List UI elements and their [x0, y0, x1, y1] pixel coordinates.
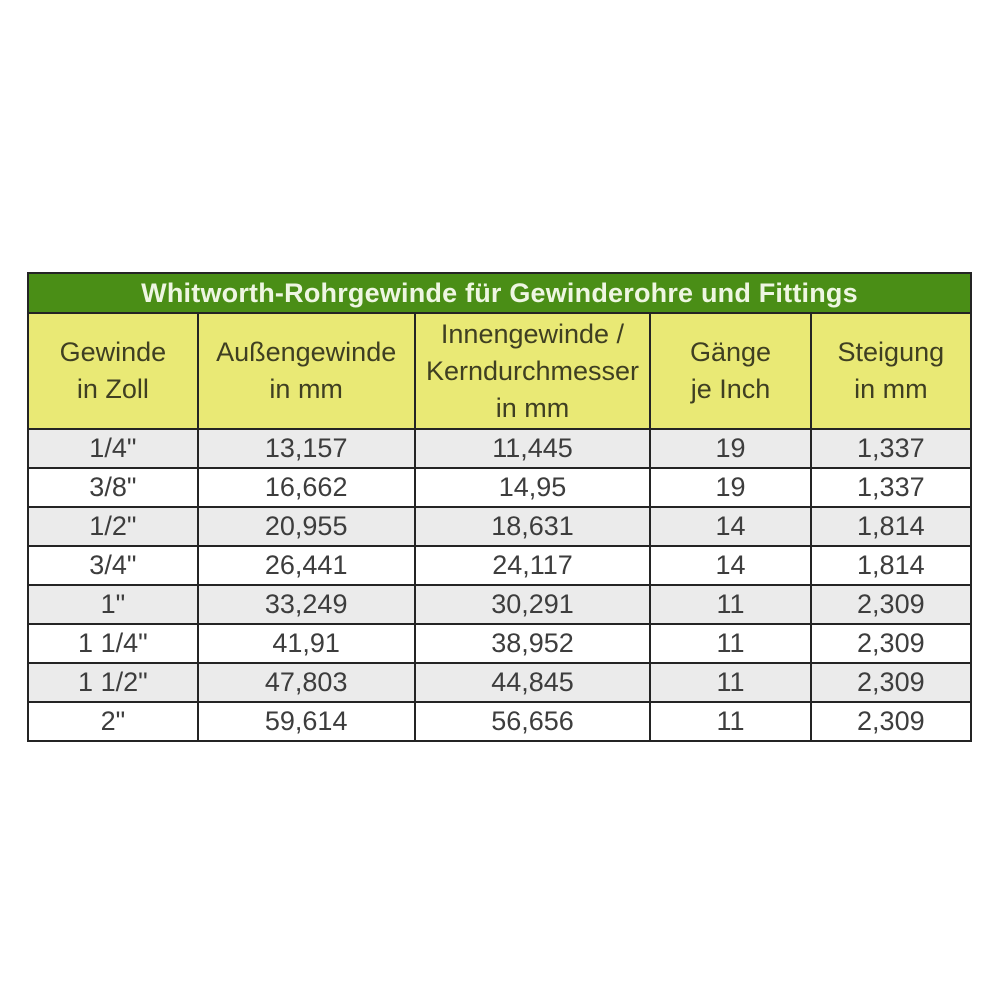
header-line: Innengewinde /	[440, 318, 625, 349]
header-line: Gänge	[689, 337, 772, 367]
cell-gaenge: 11	[650, 702, 810, 741]
table-row	[28, 702, 971, 741]
cell-aussengewinde: 47,803	[198, 663, 415, 702]
cell-aussengewinde: 59,614	[198, 702, 415, 741]
table-row	[28, 585, 971, 624]
cell-steigung: 1,814	[811, 507, 971, 546]
whitworth-thread-table	[27, 272, 972, 742]
cell-gewinde: 1/4"	[28, 429, 198, 468]
column-header-gewinde-in-zoll	[28, 313, 198, 429]
table-row	[28, 468, 971, 507]
cell-aussengewinde: 41,91	[198, 624, 415, 663]
cell-gewinde: 2"	[28, 702, 198, 741]
cell-aussengewinde: 26,441	[198, 546, 415, 585]
cell-gewinde: 1/2"	[28, 507, 198, 546]
cell-steigung: 1,337	[811, 429, 971, 468]
cell-innengewinde: 24,117	[415, 546, 651, 585]
cell-gaenge: 11	[650, 663, 810, 702]
cell-gaenge: 14	[650, 507, 810, 546]
cell-innengewinde: 30,291	[415, 585, 651, 624]
header-line: Gewinde	[59, 337, 167, 367]
header-line: in mm	[495, 392, 570, 423]
cell-innengewinde: 44,845	[415, 663, 651, 702]
table-row	[28, 624, 971, 663]
cell-steigung: 2,309	[811, 585, 971, 624]
cell-aussengewinde: 13,157	[198, 429, 415, 468]
cell-innengewinde: 38,952	[415, 624, 651, 663]
cell-gewinde: 3/8"	[28, 468, 198, 507]
cell-steigung: 1,814	[811, 546, 971, 585]
header-line: in mm	[269, 374, 343, 404]
cell-gewinde: 3/4"	[28, 546, 198, 585]
table-row	[28, 507, 971, 546]
header-line: in Zoll	[76, 374, 149, 404]
cell-gewinde: 1 1/2"	[28, 663, 198, 702]
header-line: Kerndurchmesser	[425, 355, 640, 386]
cell-gaenge: 14	[650, 546, 810, 585]
cell-steigung: 2,309	[811, 624, 971, 663]
cell-innengewinde: 11,445	[415, 429, 651, 468]
column-header-gaenge-je-inch	[650, 313, 810, 429]
column-header-aussengewinde	[198, 313, 415, 429]
cell-gaenge: 19	[650, 468, 810, 507]
title-row	[28, 273, 971, 313]
column-header-innengewinde-kerndurchmesser	[415, 313, 651, 429]
cell-steigung: 2,309	[811, 702, 971, 741]
cell-gaenge: 11	[650, 624, 810, 663]
header-line: in mm	[854, 374, 928, 404]
cell-gewinde: 1"	[28, 585, 198, 624]
cell-gewinde: 1 1/4"	[28, 624, 198, 663]
table-row	[28, 546, 971, 585]
header-line: je Inch	[690, 374, 771, 404]
column-header-steigung	[811, 313, 971, 429]
table-row	[28, 429, 971, 468]
cell-aussengewinde: 16,662	[198, 468, 415, 507]
table-title: Whitworth-Rohrgewinde für Gewinderohre und Fittings	[28, 273, 971, 313]
table-row	[28, 663, 971, 702]
header-line: Steigung	[837, 337, 945, 367]
cell-gaenge: 19	[650, 429, 810, 468]
cell-aussengewinde: 20,955	[198, 507, 415, 546]
cell-aussengewinde: 33,249	[198, 585, 415, 624]
cell-innengewinde: 56,656	[415, 702, 651, 741]
cell-innengewinde: 18,631	[415, 507, 651, 546]
cell-steigung: 1,337	[811, 468, 971, 507]
cell-gaenge: 11	[650, 585, 810, 624]
header-line: Außengewinde	[216, 337, 397, 367]
header-row	[28, 313, 971, 429]
cell-steigung: 2,309	[811, 663, 971, 702]
cell-innengewinde: 14,95	[415, 468, 651, 507]
